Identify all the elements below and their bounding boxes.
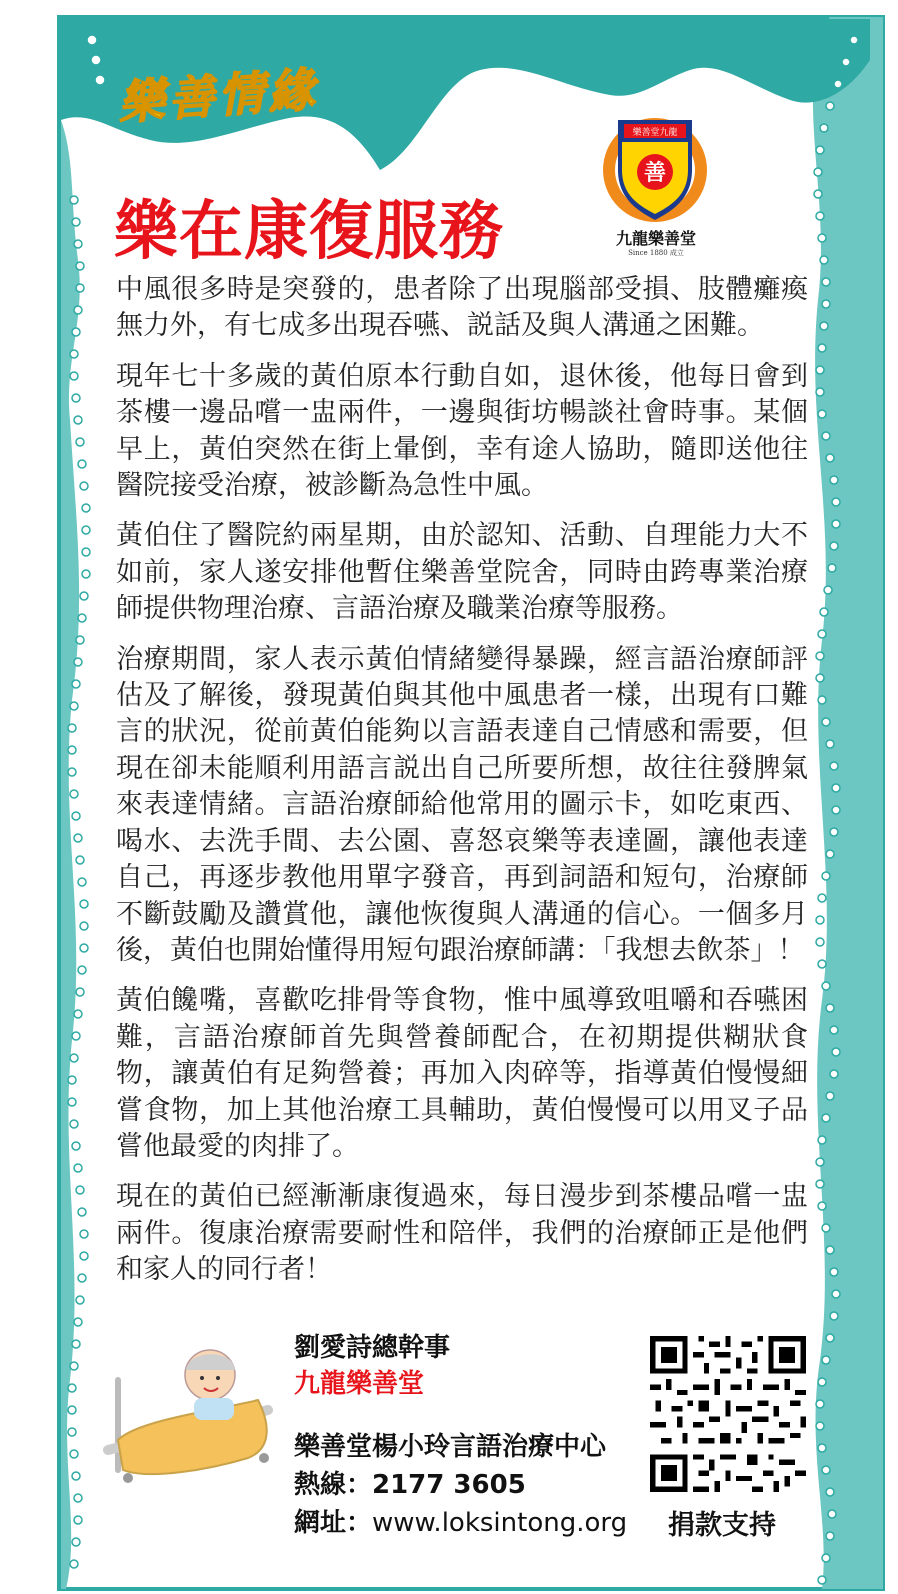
article-paragraph: 現在的黃伯已經漸漸康復過來，每日漫步到茶樓品嚐一盅兩件。復康治療需要耐性和陪伴，我們的治療師正是他們和家人的同行者！ bbox=[116, 1181, 808, 1286]
hotline: 熱線：2177 3605 bbox=[294, 1470, 526, 1500]
article-paragraph: 中風很多時是突發的，患者除了出現腦部受損、肢體癱瘓無力外，有七成多出現吞嚥、説話及與人溝通之困難。 bbox=[116, 274, 808, 342]
article-paragraph: 現年七十多歲的黃伯原本行動自如，退休後，他每日會到茶樓一邊品嚐一盅兩件，一邊與街坊暢談社會時事。某個早上，黃伯突然在街上暈倒，幸有途人協助，隨即送他往醫院接受治療，被診斷為急性中風。 bbox=[116, 360, 808, 502]
patient-in-bed-illustration bbox=[98, 1340, 284, 1490]
website-label: 網址： bbox=[294, 1508, 373, 1538]
article-paragraph: 黃伯饞嘴，喜歡吃排骨等食物，惟中風導致咀嚼和吞嚥困難，言語治療師首先與營養師配合，在初期提供糊狀食物，讓黃伯有足夠營養；再加入肉碎等，指導黃伯慢慢細嘗食物，加上其他治療工具輔助，黃伯慢慢可以用叉子品嘗他最愛的肉排了。 bbox=[116, 985, 808, 1162]
column-title: 樂善情緣 bbox=[116, 62, 320, 130]
website-line bbox=[294, 1504, 627, 1542]
author-organization: 九龍樂善堂 bbox=[294, 1369, 425, 1399]
svg-text:善: 善 bbox=[643, 160, 667, 186]
author-name-title: 劉愛詩總幹事 bbox=[294, 1333, 451, 1363]
article-paragraph: 黃伯住了醫院約兩星期，由於認知、活動、自理能力大不如前，家人遂安排他暫住樂善堂院舍，同時由跨專業治療師提供物理治療、言語治療及職業治療等服務。 bbox=[116, 520, 808, 625]
contact-block bbox=[294, 1428, 627, 1542]
donation-qr-code[interactable] bbox=[650, 1336, 806, 1492]
headline: 樂在康復服務 bbox=[114, 195, 504, 269]
author-block bbox=[294, 1330, 450, 1402]
logo-org-name: 九龍樂善堂 bbox=[615, 229, 696, 248]
article-paragraph: 治療期間，家人表示黃伯情緒變得暴躁，經言語治療師評估及了解後，發現黃伯與其他中風患者一樣，出現有口難言的狀況，從前黃伯能夠以言語表達自己情感和需要，但現在卻未能順利用語言説出自己所要所想，故往往發脾氣來表達情緒。言語治療師給他常用的圖示卡，如吃東西、喝水、去洗手間、去公園、喜怒哀樂等表達圖，讓他表達自己，再逐步教他用單字發音，再到詞語和短句，治療師不斷鼓勵及讚賞他，讓他恢復與人溝通的信心。一個多月後，黃伯也開始懂得用短句跟治療師講：「我想去飲茶」！ bbox=[116, 643, 808, 966]
svg-text:樂善堂九龍: 樂善堂九龍 bbox=[632, 128, 678, 138]
website-link[interactable]: www.loksintong.org bbox=[372, 1508, 628, 1538]
centre-name: 樂善堂楊小玲言語治療中心 bbox=[294, 1432, 607, 1462]
donate-label: 捐款支持 bbox=[668, 1510, 776, 1541]
logo-since: Since 1880 成立 bbox=[628, 249, 684, 257]
article-body bbox=[116, 272, 808, 1303]
